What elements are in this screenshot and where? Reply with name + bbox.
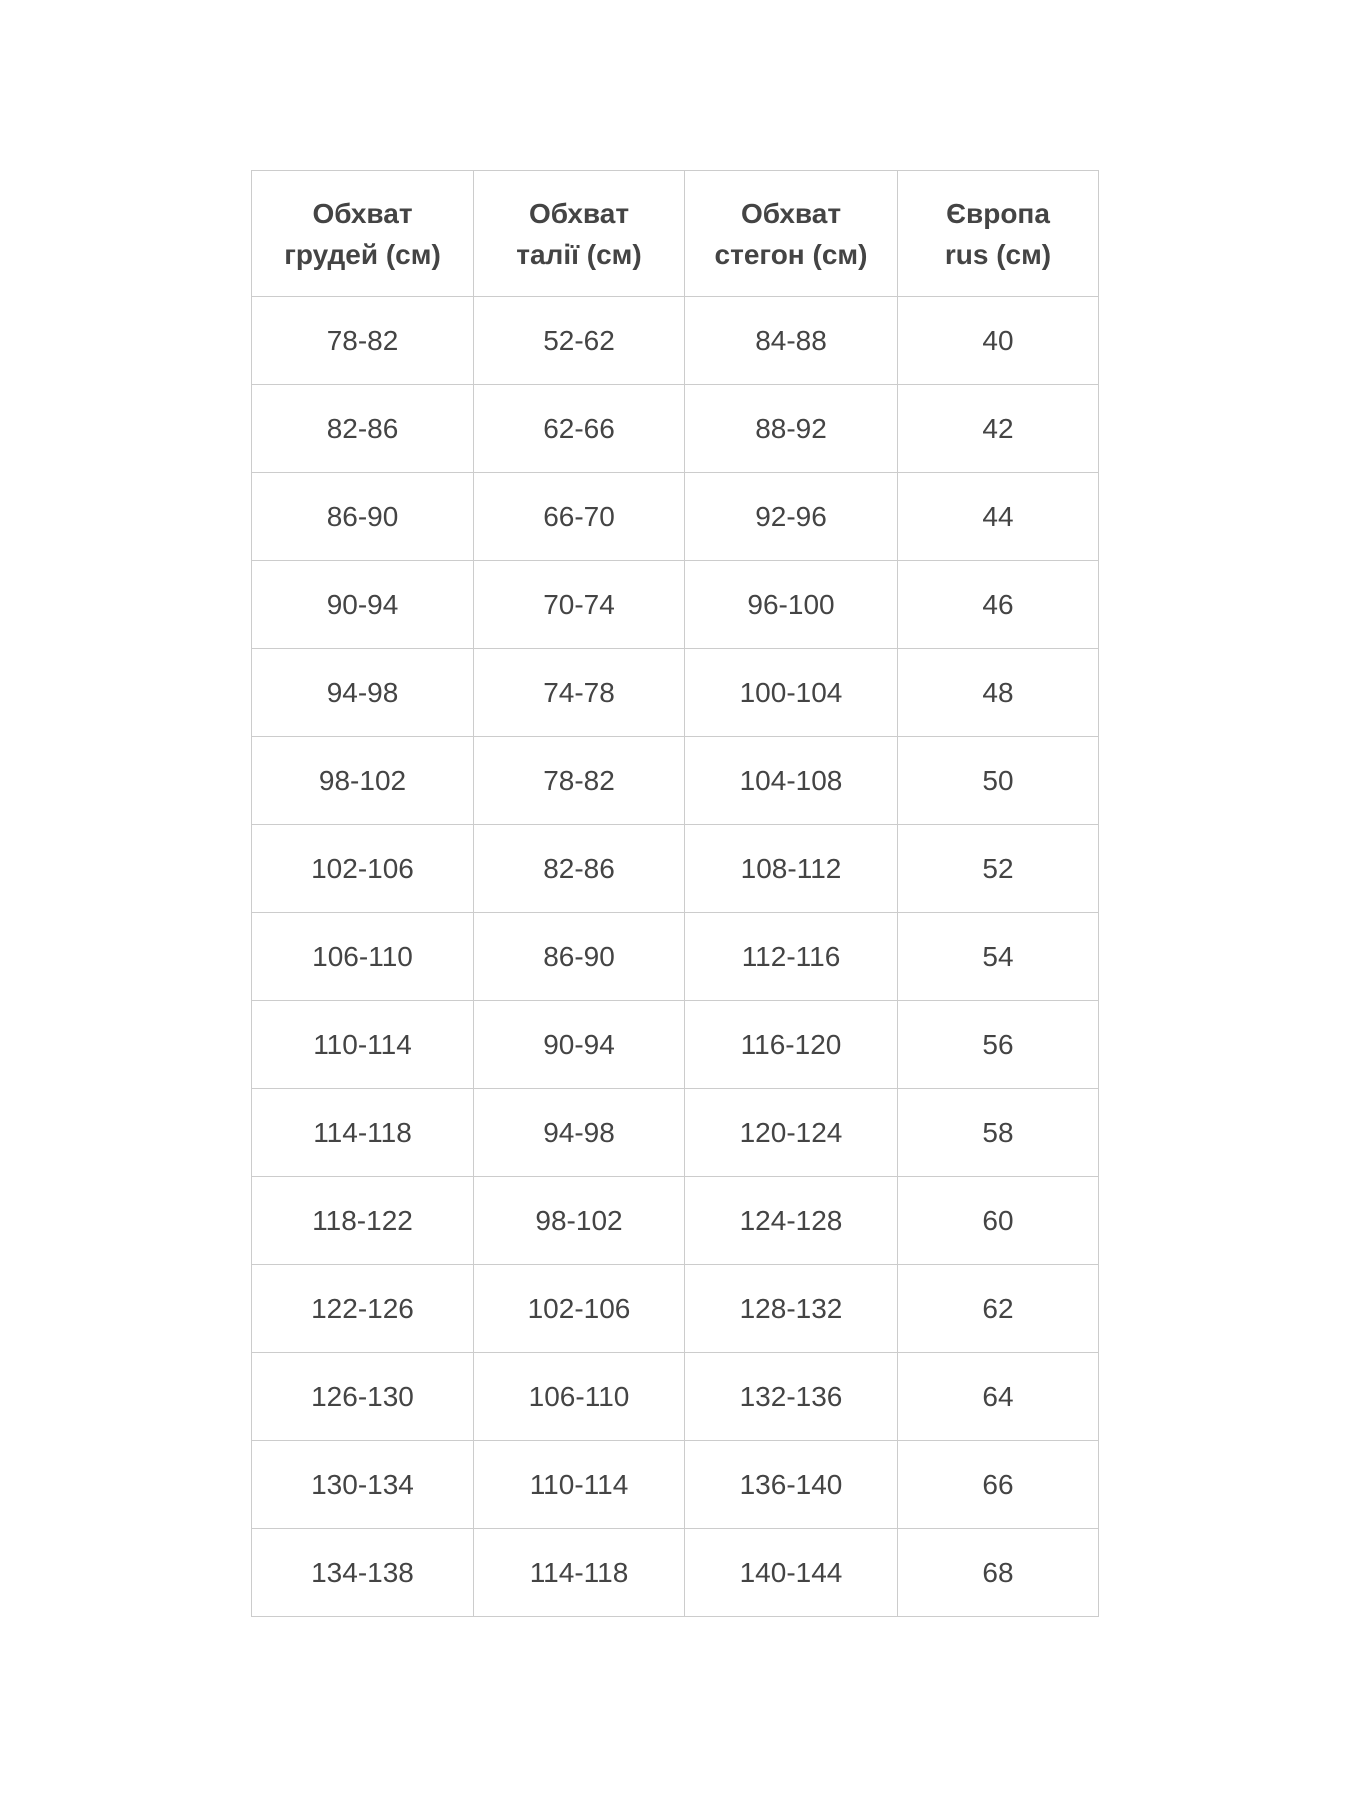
header-cell-europe [898, 171, 1099, 297]
cell-chest: 102-106 [252, 825, 474, 913]
header-cell-waist [474, 171, 685, 297]
cell-hips: 104-108 [685, 737, 898, 825]
cell-chest: 126-130 [252, 1353, 474, 1441]
cell-size: 58 [898, 1089, 1099, 1177]
cell-hips: 132-136 [685, 1353, 898, 1441]
cell-size: 48 [898, 649, 1099, 737]
table-row [252, 1089, 1099, 1177]
table-row [252, 385, 1099, 473]
cell-chest: 134-138 [252, 1529, 474, 1617]
cell-chest: 114-118 [252, 1089, 474, 1177]
cell-chest: 122-126 [252, 1265, 474, 1353]
cell-chest: 106-110 [252, 913, 474, 1001]
header-cell-chest [252, 171, 474, 297]
cell-hips: 112-116 [685, 913, 898, 1001]
cell-waist: 62-66 [474, 385, 685, 473]
cell-size: 52 [898, 825, 1099, 913]
cell-hips: 128-132 [685, 1265, 898, 1353]
header-cell-hips [685, 171, 898, 297]
cell-size: 42 [898, 385, 1099, 473]
cell-waist: 70-74 [474, 561, 685, 649]
cell-hips: 100-104 [685, 649, 898, 737]
cell-size: 44 [898, 473, 1099, 561]
cell-waist: 102-106 [474, 1265, 685, 1353]
cell-waist: 98-102 [474, 1177, 685, 1265]
header-europe-line2: rus (см) [944, 238, 1052, 270]
table-row [252, 737, 1099, 825]
cell-chest: 90-94 [252, 561, 474, 649]
cell-hips: 120-124 [685, 1089, 898, 1177]
cell-hips: 124-128 [685, 1177, 898, 1265]
cell-waist: 82-86 [474, 825, 685, 913]
cell-size: 40 [898, 297, 1099, 385]
table-row [252, 473, 1099, 561]
header-row [252, 171, 1099, 297]
cell-hips: 96-100 [685, 561, 898, 649]
cell-hips: 116-120 [685, 1001, 898, 1089]
table-row [252, 1353, 1099, 1441]
cell-size: 66 [898, 1441, 1099, 1529]
cell-chest: 98-102 [252, 737, 474, 825]
cell-hips: 140-144 [685, 1529, 898, 1617]
cell-waist: 94-98 [474, 1089, 685, 1177]
table-row [252, 913, 1099, 1001]
cell-chest: 78-82 [252, 297, 474, 385]
cell-waist: 114-118 [474, 1529, 685, 1617]
table-row [252, 1529, 1099, 1617]
table-row [252, 825, 1099, 913]
header-europe-line1: Європа [946, 197, 1050, 229]
cell-chest: 82-86 [252, 385, 474, 473]
header-hips-line2: стегон (см) [714, 238, 868, 270]
table-row [252, 649, 1099, 737]
header-chest-line1: Обхват [312, 197, 413, 229]
cell-size: 64 [898, 1353, 1099, 1441]
cell-waist: 86-90 [474, 913, 685, 1001]
cell-size: 50 [898, 737, 1099, 825]
header-chest-line2: грудей (см) [284, 238, 441, 270]
table-row [252, 1177, 1099, 1265]
cell-waist: 74-78 [474, 649, 685, 737]
table-row [252, 561, 1099, 649]
cell-chest: 86-90 [252, 473, 474, 561]
cell-hips: 92-96 [685, 473, 898, 561]
cell-size: 60 [898, 1177, 1099, 1265]
cell-waist: 90-94 [474, 1001, 685, 1089]
size-chart-table [251, 170, 1099, 1617]
header-waist-line2: талії (см) [516, 238, 642, 270]
cell-size: 68 [898, 1529, 1099, 1617]
cell-waist: 52-62 [474, 297, 685, 385]
cell-waist: 106-110 [474, 1353, 685, 1441]
header-waist-line1: Обхват [528, 197, 630, 229]
cell-size: 56 [898, 1001, 1099, 1089]
table-row [252, 1001, 1099, 1089]
cell-hips: 84-88 [685, 297, 898, 385]
cell-chest: 118-122 [252, 1177, 474, 1265]
cell-chest: 94-98 [252, 649, 474, 737]
table-row [252, 297, 1099, 385]
cell-hips: 136-140 [685, 1441, 898, 1529]
cell-waist: 78-82 [474, 737, 685, 825]
cell-size: 54 [898, 913, 1099, 1001]
table-row [252, 1265, 1099, 1353]
cell-waist: 66-70 [474, 473, 685, 561]
cell-waist: 110-114 [474, 1441, 685, 1529]
cell-size: 62 [898, 1265, 1099, 1353]
cell-chest: 130-134 [252, 1441, 474, 1529]
cell-chest: 110-114 [252, 1001, 474, 1089]
cell-hips: 88-92 [685, 385, 898, 473]
cell-hips: 108-112 [685, 825, 898, 913]
header-hips-line1: Обхват [740, 197, 842, 229]
cell-size: 46 [898, 561, 1099, 649]
table-row [252, 1441, 1099, 1529]
